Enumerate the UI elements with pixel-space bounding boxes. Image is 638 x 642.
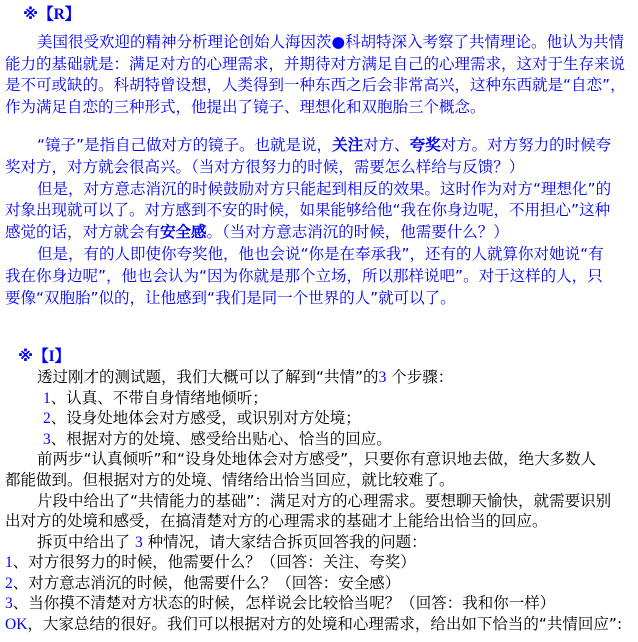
text-segment: 个步骤： [386,367,454,386]
text-segment: 种情况，请大家结合拆页回答我的问题： [142,532,427,551]
s2-line2 [5,449,638,470]
text-segment: 片段中给出了“共情能力的基础”：满足对方的心理需求。要想聊天愉快，就需要识别 [37,491,612,510]
text-segment: 对方、 [363,135,410,154]
s2-line6 [5,532,638,553]
text-segment: 奖对方，对方就会很高兴。（当对方很努力的时候，需要怎么样给与反馈？） [5,157,525,176]
text-segment: 1 [5,554,13,572]
text-segment: 、当你摸不清楚对方状态的时候，怎样说会比较恰当呢？（回答：我和你一样） [12,594,556,613]
text-segment: 前两步“认真倾听”和“设身处地体会对方感受”，只要你有意识地去做，绝大多数人 [37,450,597,469]
s2-list-item3 [5,429,638,450]
text-segment: 出对方的处境和感受，在搞清楚对方的心理需求的基础才上能给出恰当的回应。 [5,512,548,531]
text-segment: 】 [54,347,71,366]
text-segment: 透过刚才的测试题，我们大概可以了解到“共情”的 [37,367,379,386]
text-segment: 要像“双胞胎”似的，让他感到“我们是同一个世界的人”就可以了。 [5,288,456,307]
text-segment: ※ [18,347,34,366]
p4-line1 [5,244,638,266]
p1-line4 [5,97,638,119]
text-segment: 安全感 [160,223,207,242]
s2-line5 [5,511,638,532]
text-segment: 但是，有的人即使你夸奖他，他也会说“你是在奉承我”，还有的人就算你对她说“有 [37,244,604,263]
p2-line1 [5,135,638,157]
section-header-r [23,4,638,26]
text-segment: 1 [43,389,51,407]
p1-line2 [5,54,638,76]
text-segment: 关注 [332,135,364,154]
p2-line2 [5,157,638,179]
text-segment: 我在你身边呢”，他也会认为“因为你就是那个立场，所以那样说吧”。对于这样的人，只 [5,266,603,285]
s2-line1 [5,367,638,388]
text-segment: 感觉的话，对方就会有 [5,223,161,242]
text-segment: R [53,6,65,23]
s2-question3 [5,593,638,614]
s2-closing [5,614,638,635]
text-segment: 3 [134,533,143,551]
text-segment: 3 [378,368,387,386]
p4-line2 [5,266,638,288]
p1-line1 [5,32,638,54]
text-segment: 美国很受欢迎的精神分析理论创始人海因茨●科胡特深入考察了共情理论。他认为共情 [37,32,625,51]
text-segment: 夸奖 [409,135,441,154]
text-segment: 、对方意志消沉的时候，他需要什么？（回答：安全感） [12,573,401,592]
text-segment: 但是，对方意志消沉的时候鼓励对方只能起到相反的效果。这时作为对方“理想化”的 [37,179,612,198]
text-segment: 、根据对方的处境、感受给出贴心、恰当的回应。 [50,429,392,448]
s2-list-item2 [5,408,638,429]
s2-line4 [5,491,638,512]
text-segment: 、设身处地体会对方感受，或识别对方处境； [50,409,361,428]
text-segment: 2 [5,574,13,592]
text-segment: 都能做到。但根据对方的处境、情绪给出恰当回应，就比较难了。 [5,470,455,489]
text-segment: 3 [43,430,51,448]
s2-list-item1 [5,388,638,409]
text-segment: OK [5,616,28,634]
text-segment: ，大家总结的很好。我们可以根据对方的处境和心理需求，给出如下恰当的“共情回应”: [27,615,623,634]
section-header-i [18,346,638,367]
p4-line3 [5,288,638,310]
text-segment: I [48,348,55,366]
text-segment: 能力的基础就是：满足对方的心理需求，并期待对方满足自己的心理需求，这对于生存来说 [5,54,626,73]
s2-question2 [5,573,638,594]
text-segment: 对方。对方努力的时候夸 [440,135,612,154]
p3-line2 [5,200,638,222]
text-segment: 、对方很努力的时候，他需要什么？（回答：关注、夸奖） [12,553,416,572]
text-segment: ※ [23,5,39,23]
text-segment: 】 [64,5,81,23]
p1-line3 [5,75,638,97]
text-segment: 对象出现就可以了。对方感到不安的时候，如果能够给他“我在你身边呢，不用担心”这种 [5,201,611,220]
text-segment: “镜子”是指自己做对方的镜子。也就是说， [37,135,333,154]
s2-question1 [5,552,638,573]
text-segment: 、认真、不带自身情绪地倾听； [50,388,268,407]
text-segment: 3 [5,595,13,613]
text-segment: 是不可或缺的。科胡特曾设想，人类得到一种东西之后会非常高兴，这种东西就是“自恋”， [5,76,626,95]
text-segment: 【 [33,347,49,366]
p3-line3 [5,222,638,244]
p3-line1 [5,179,638,201]
text-segment: 2 [43,410,51,428]
text-segment: 【 [38,5,54,23]
text-segment: 作为满足自恋的三种形式，他提出了镜子、理想化和双胞胎三个概念。 [5,98,486,117]
s2-line3 [5,470,638,491]
text-segment: 。（当对方意志消沉的时候，他需要什么？） [206,223,509,242]
text-segment: 拆页中给出了 [37,532,135,551]
